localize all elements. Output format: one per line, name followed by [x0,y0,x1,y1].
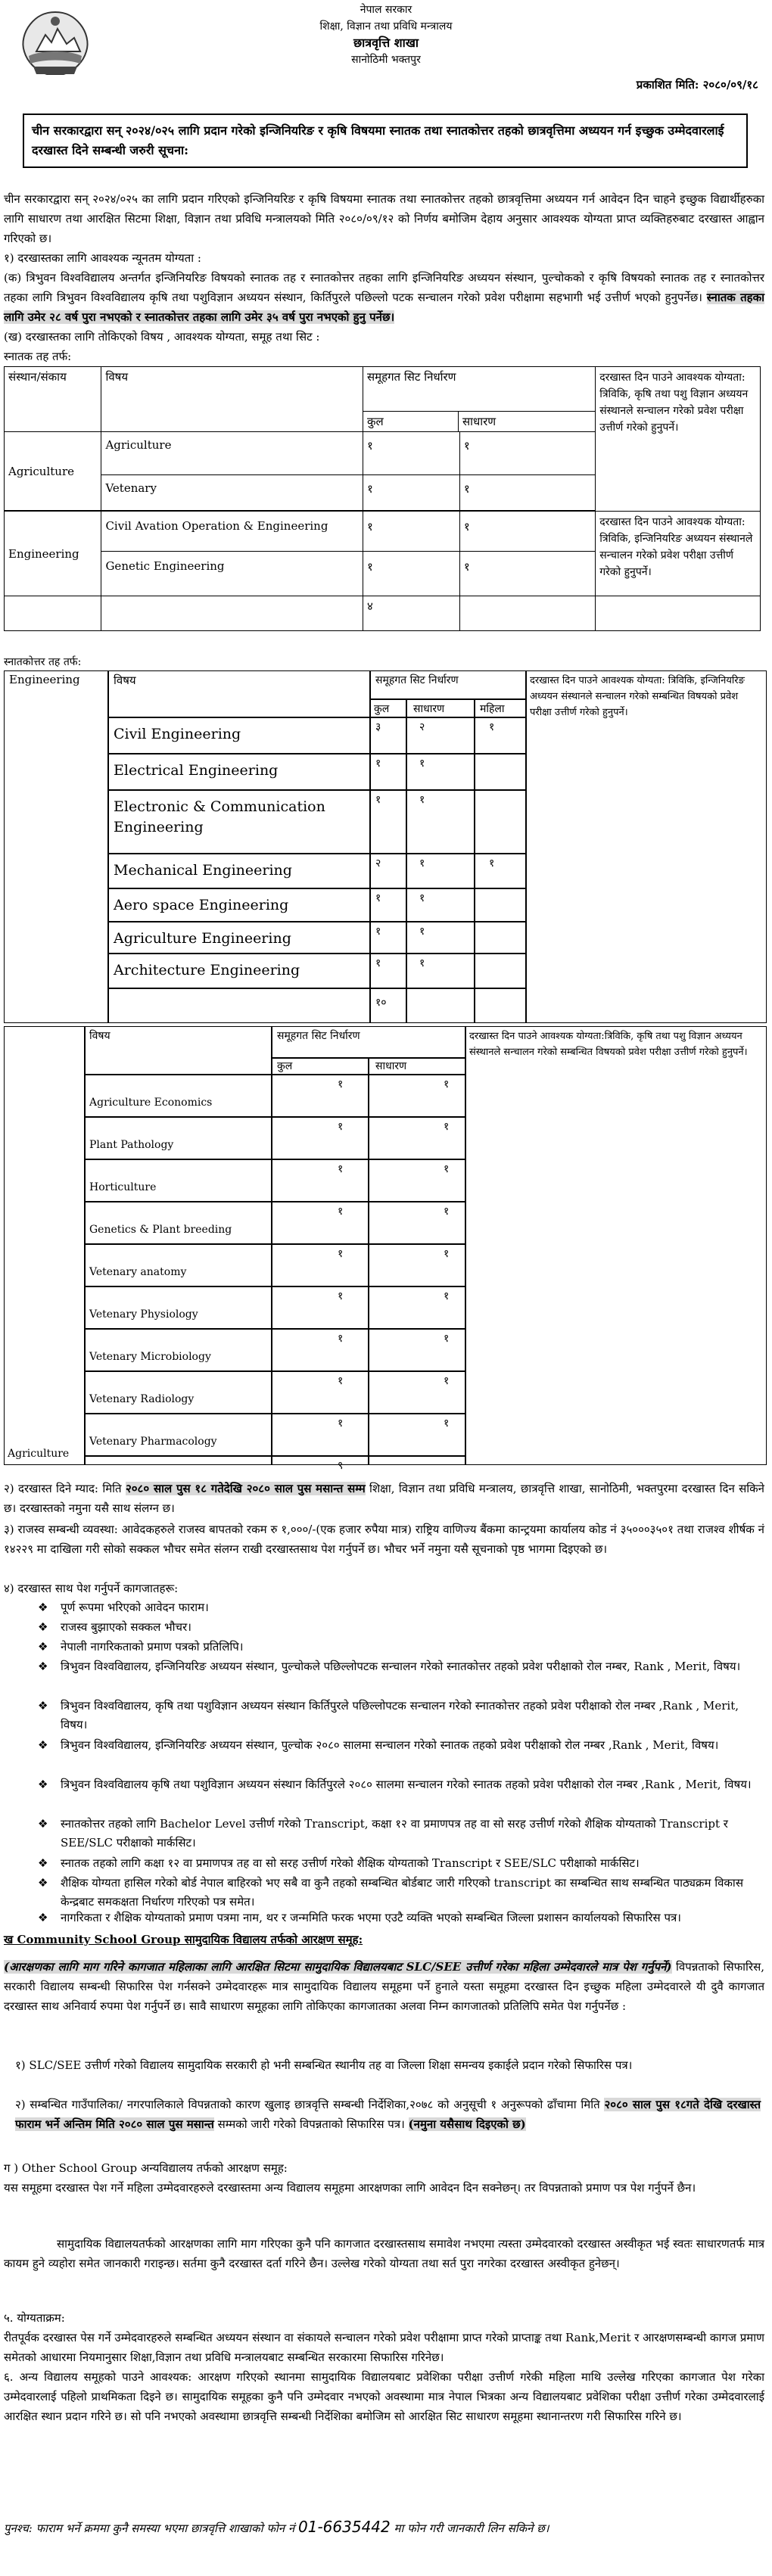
community-item-2: २) सम्बन्धित गाउँपालिका/ नगरपालिकाले विपन्नताको कारण खुलाइ छात्रवृत्ति सम्बन्धी निर्देशिका,२०७८ को अनुसूची १ अनुरूपको ढाँचामा मिति २०८० साल पुस १८गते देखि दरखास्त फाराम भर्ने अन्तिम मिति २०८० साल पुस मसान्त सम्मको जारी गरेको विपन्नताको सिफारिस पत्र। (नमुना यसैसाथ दिइएको छ) [15,2098,761,2131]
row-general: १ [460,512,595,552]
row-general: १ [444,1163,450,1175]
header-gov: नेपाल सरकार [360,4,412,16]
section-2: २) दरखास्त दिने म्याद: मिति २०८० साल पुस १८ गतेदेखि २०८० साल पुस मसान्त सम्म शिक्षा, विज्ञान तथा प्रविधि मन्त्रालय, छात्रवृत्ति शाखा, सानोठिमी, भक्तपुरमा दरखास्त दिन सकिने छ। दरखास्तको नमुना यसै साथ संलग्न छ। [4,1482,764,1515]
row-total: २ [375,857,381,870]
th-seat: समूहगत सिट निर्धारण [363,367,595,412]
document-item: ❖ नेपाली नागरिकताको प्रमाण पत्रको प्रतिलिपि। [61,1638,757,1657]
row-general: १ [444,1375,450,1387]
row-subject: Vetenary Microbiology [89,1351,211,1363]
recommendation-date-highlight: २०८० साल पुस १८गते देखि दरखास्त फाराम भर्ने अन्तिम मिति २०८० साल पुस मसान्त [15,2098,761,2131]
th-general: साधारण [375,1060,407,1072]
table-org: Engineering [9,673,80,686]
phone-number: 01-6635442 [298,2518,391,2536]
row-org: Engineering [5,512,101,596]
section-3: ३) राजस्व सम्बन्धी व्यवस्था: आवेदकहरुले राजस्व बापतको रकम रु १,०००/-(एक हजार रुपैया मात्र) राष्ट्रिय वाणिज्य बैंकमा कान्ट्रयमा कार्यालय कोड नं ३५०००३५०१ तथा राजश्व शीर्षक नं १४२२९ मा दाखिला गरी सोको सक्कल भौचर समेत संलग्न राखी दरखास्तसाथ पेश गर्नुपर्ने छ। भौचर भर्ने नमुना यसै सूचनाको पृष्ठ भागमा दिइएको छ। [4,1523,764,1556]
th-subject: विषय [101,367,363,432]
row-subject: Vetenary [105,481,157,495]
row-general: १ [419,926,425,938]
row-general-cell [459,432,595,511]
row-general: १ [463,482,470,496]
row-subject-cell [101,432,363,511]
row-total-cell [363,432,460,511]
header-section: छात्रवृत्ति शाखा [353,36,419,50]
community-school-heading: ख Community School Group सामुदायिक विद्यालय तर्फको आरक्षण समूह: [4,1933,363,1946]
th-subject: विषय [114,674,136,687]
row-general: १ [444,1417,450,1430]
th-seat: समूहगत सिट निर्धारण [375,674,459,686]
row-total: १ [338,1375,344,1387]
table-org: Agriculture [8,1448,70,1460]
document-item: ❖ स्नातक तहको लागि कक्षा १२ वा प्रमाणपत्र तह वा सो सरह उत्तीर्ण गरेको शैक्षिक योग्यताको Transcript र SEE/SLC परीक्षाको मार्कसिट। [61,1854,757,1873]
row-total: १ [338,1333,344,1345]
masters-engineering-table [4,670,767,1023]
row-general: १ [444,1078,450,1090]
section-6-body: ६. अन्य विद्यालय समूहको पाउने आवश्यक: आरक्षण गरिएको स्थानमा सामुदायिक विद्यालयबाट प्रवेशिका परीक्षा उत्तीर्ण गरेकी महिला माथि उल्लेख गरिएका कागजात पेश गरेका उम्मेदवारलाई पहिलो प्राथमिकता दिइने छ। सामुदायिक समूहका कुनै पनि उम्मेदवार नभएको अवस्थामा मात्र नेपाल भित्रका अन्य विद्यालयबाट प्रवेशिका परीक्षा उत्तीर्ण गरेका उम्मेदवारलाई आरक्षित स्थान प्रदान गरिने छ। सो पनि नभएको अवस्थामा छात्रवृत्ति सम्बन्धी निर्देशिका बमोजिम सो आरक्षित सिट साधारण समूहमा स्थानान्तरण गरी सिफारिस गरिने छ। [4,2370,764,2423]
masters-agriculture-table [4,1026,767,1472]
row-general: १ [419,758,425,770]
document-item: ❖ राजस्व बुझाएको सक्कल भौचर। [61,1618,757,1637]
deadline-highlight: २०८० साल पुस १८ गतेदेखि २०८० साल पुस मसान्त सम्म [125,1482,366,1495]
sum-total: १० [375,997,387,1009]
th-seat-group [363,367,596,432]
row-total: १ [375,926,381,938]
row-subject: Civil Engineering [114,726,241,742]
th-general: साधारण [413,703,445,715]
age-limit-highlight: स्नातक तहका लागि उमेर २८ वर्ष पुरा नभएको र स्नातकोत्तर तहका लागि उमेर ३५ वर्ष पुरा नभएको हुनु पर्नेछ। [4,291,764,324]
row-subject: Electronic & Communication Engineering [114,798,325,835]
document-item: ❖ पूर्ण रूपमा भरिएको आवेदन फाराम। [61,1598,757,1617]
row-total: १ [363,512,459,552]
row-total: १ [338,1417,344,1430]
row-subject: Agriculture Engineering [114,930,291,947]
sum-total: ४ [363,596,460,631]
row-subject: Horticulture [89,1181,157,1193]
bachelor-seat-table [4,366,761,631]
table1-caption: स्नातक तह तर्फ: [4,350,72,363]
row-total: १ [375,758,381,770]
row-general: १ [419,794,425,806]
row-total-cell [363,512,460,596]
row-total: १ [363,432,459,475]
row-subject: Electrical Engineering [114,762,279,779]
note-eng: दरखास्त दिन पाउने आवश्यक योग्यता: त्रिविकि, इन्जिनियरिङ अध्ययन संस्थानले सन्चालन गरेको प्रवेश परीक्षा उत्तीर्ण गरेको हुनुपर्ने। [596,512,761,596]
row-total: १ [375,794,381,806]
row-subject: Genetic Engineering [105,559,225,573]
sum-total: ९ [338,1460,344,1472]
paragraph-5: सामुदायिक विद्यालयतर्फको आरक्षणका लागि माग गरिएका कुनै पनि कागजात दरखास्तसाथ समावेश नभएमा त्यस्ता उम्मेदवारको दरखास्त अस्वीकृत भई स्वतः साधारणतर्फ मात्र कायम हुने व्यहोरा समेत जानकारी गराइन्छ। सर्तमा कुनै दरखास्त दर्ता गरिने छैन। उल्लेख गरेको योग्यता तथा सर्त पुरा नगरेका दरखास्त अस्वीकृत हुनेछन्। [4,2237,764,2270]
document-item: ❖ त्रिभुवन विश्वविद्यालय कृषि तथा पशुविज्ञान अध्ययन संस्थान किर्तिपुरले २०८० सालमा सन्चालन गरेको स्नातक तहको प्रवेश परीक्षाको रोल नम्बर ,Rank , Merit, विषय। [61,1775,757,1794]
th-total: कुल [363,412,459,431]
table-note: दरखास्त दिन पाउने आवश्यक योग्यता:त्रिविकि, कृषि तथा पशु विज्ञान अध्ययन संस्थानले सन्चालन गरेको सम्बन्धित विषयको प्रवेश परीक्षा उत्तीर्ण गरेको हुनुपर्ने। [469,1031,748,1058]
notice-title: चीन सरकारद्वारा सन् २०२४/०२५ लागि प्रदान गरेको इन्जिनियरिङ र कृषि विषयमा स्नातक तथा स्नातकोत्तर तहको छात्रवृत्तिमा अध्ययन गर्न इच्छुक उम्मेदवारलाई दरखास्त दिने सम्बन्धी जरुरी सूचना: [23,114,748,168]
th-subject: विषय [89,1030,111,1042]
row-general: २ [419,721,425,733]
footer-note: पुनश्च: फाराम भर्ने क्रममा कुनै समस्या भएमा छात्रवृत्ति शाखाको फोन नं 01-6635442 मा फोन गरी जानकारी लिन सकिने छ। [4,2518,549,2536]
row-general: १ [463,560,470,574]
section-5-heading: ५. योग्यताक्रम: [4,2311,65,2325]
row-total: १ [367,560,373,574]
section-5-body: रीतपूर्वक दरखास्त पेस गर्ने उम्मेदवारहरुले सम्बन्धित अध्ययन संस्थान वा संकायले सन्चालन गरेको प्रवेश परीक्षामा प्राप्त गरेको प्राप्ताङ्क तथा Rank,Merit र आरक्षणसम्बन्धी कागज प्रमाण समेतको आधारमा नियमानुसार शिक्षा,विज्ञान तथा प्रविधि मन्त्रालयबाट सम्बन्धित सरकारमा सिफारिस गरिनेछ। [4,2331,764,2364]
row-subject-cell [101,512,363,596]
row-subject: Agriculture [101,432,363,475]
row-general: १ [444,1290,450,1302]
row-total: १ [338,1248,344,1260]
published-date: प्रकाशित मिति: २०८०/०९/१८ [636,78,758,92]
row-general: १ [444,1248,450,1260]
section-1a: (क) त्रिभुवन विश्वविद्यालय अन्तर्गत इन्जिनियरिङ विषयको स्नातक तह र स्नातकोत्तर तहका लागि इन्जिनियरिङ अध्ययन संस्थान, पुल्चोकको र कृषि विषयको स्नातक तह र स्नातकोत्तर तहका लागि त्रिभुवन विश्वविद्यालय कृषि तथा पशुविज्ञान अध्ययन संस्थान, किर्तिपुरले पछिल्लो पटक सन्चालन गरेको प्रवेश परीक्षामा सहभागी भई उत्तीर्ण भएको हुनुपर्नेछ। स्नातक तहका लागि उमेर २८ वर्ष पुरा नभएको र स्नातकोत्तर तहका लागि उमेर ३५ वर्ष पुरा नभएको हुनु पर्नेछ। [4,271,764,324]
document-item: ❖ त्रिभुवन विश्वविद्यालय, इन्जिनियरिङ अध्ययन संस्थान, पुल्चोकले पछिल्लोपटक सन्चालन गरेको स्नातकोत्तर तहको प्रवेश परीक्षाको रोल नम्बर, Rank , Merit, विषय। [61,1657,757,1676]
row-general: १ [444,1121,450,1133]
row-general-cell [459,512,595,596]
row-subject: Vetenary anatomy [89,1266,187,1278]
row-general: १ [460,432,595,475]
row-total: १ [338,1163,344,1175]
row-subject: Vetenary Physiology [89,1308,198,1321]
community-school-body: (आरक्षणका लागि माग गरिने कागजात महिलाका लागि आरक्षित सिटमा सामुदायिक विद्यालयबाट SLC/SEE उत्तीर्ण गरेका महिला उम्मेदवारले मात्र पेश गर्नुपर्ने) विपन्नताको सिफारिस, सरकारी विद्यालय सम्बन्धी सिफारिस पेश गर्नसक्ने उम्मेदवारहरू मात्र सामुदायिक विद्यालय समूहमा पर्ने हुनाले यस्ता समूहमा दरखास्त दिन इच्छुक महिला उम्मेदवारले यी दुवै कागजात दरखास्त साथ अनिवार्य रुपमा पेश गर्नुपर्ने छ। सावै साधारण समूहका लागि तोकिएका कागजातका अलवा निम्न कागजातको प्रतिलिपि समेत पेश गर्नुपर्नेछ : [4,1960,764,2013]
th-seat: समूहगत सिट निर्धारण [277,1030,360,1042]
row-subject: Mechanical Engineering [114,862,292,879]
note-agri: दरखास्त दिन पाउने आवश्यक योग्यता: त्रिविकि, कृषि तथा पशु विज्ञान अध्ययन संस्थानले सन्चालन गरेको प्रवेश परीक्षा उत्तीर्ण गरेको हुनुपर्ने। [596,367,761,512]
document-item: ❖ नागरिकता र शैक्षिक योग्यताको प्रमाण पत्रमा नाम, थर र जन्ममिति फरक भएमा एउटै व्यक्ति भएको सम्बन्धित जिल्ला प्रशासन कार्यालयको सिफारिस पत्र। [61,1909,757,1927]
row-general: १ [419,957,425,969]
th-total: कुल [374,703,390,715]
community-item-1: १) SLC/SEE उत्तीर्ण गरेको विद्यालय सामुदायिक सरकारी हो भनी सम्बन्धित स्थानीय तह वा जिल्ला शिक्षा समन्वय इकाईले प्रदान गरेको सिफारिस पत्र। [15,2058,633,2072]
row-total: १ [338,1121,344,1133]
header-ministry: शिक्षा, विज्ञान तथा प्रविधि मन्त्रालय [319,20,453,33]
row-subject: Vetenary Pharmacology [89,1436,217,1448]
row-total: १ [338,1206,344,1218]
sample-highlight: (नमुना यसैसाथ दिइएको छ) [408,2117,526,2131]
document-item: ❖ स्नातकोत्तर तहको लागि Bachelor Level उत्तीर्ण गरेको Transcript, कक्षा १२ वा प्रमाणपत्र तह वा सो सरह उत्तीर्ण गरेको शैक्षिक योग्यताको Transcript र SEE/SLC परीक्षाको मार्कसिट। [61,1815,757,1853]
row-subject: Civil Avation Operation & Engineering [101,512,363,552]
other-school-heading: ग ) Other School Group अन्यविद्यालय तर्फको आरक्षण समूह: [4,2161,288,2175]
section-1b: (ख) दरखास्तका लागि तोकिएको विषय , आवश्यक योग्यता, समूह तथा सिट : [4,330,320,344]
row-subject: Vetenary Radiology [89,1393,195,1405]
header-address: सानोठिमी भक्तपुर [351,54,421,66]
row-total: ३ [375,721,381,733]
row-total: १ [367,482,373,496]
row-subject: Agriculture Economics [89,1097,213,1109]
row-total: १ [338,1078,344,1090]
document-item: ❖ त्रिभुवन विश्वविद्यालय, इन्जिनियरिङ अध्ययन संस्थान, पुल्चोक २०८० सालमा सन्चालन गरेको स्नातक तहको प्रवेश परीक्षाको रोल नम्बर ,Rank , Merit, विषय। [61,1736,757,1755]
community-school-highlight: (आरक्षणका लागि माग गरिने कागजात महिलाका लागि आरक्षित सिटमा सामुदायिक विद्यालयबाट SLC/SEE उत्तीर्ण गरेका महिला उम्मेदवारले मात्र पेश गर्नुपर्ने) [4,1960,672,1974]
row-general: १ [444,1333,450,1345]
th-total: कुल [277,1060,293,1072]
other-school-body: यस समूहमा दरखास्त पेश गर्ने महिला उम्मेदवारहरुले दरखास्तमा अन्य विद्यालय समूहमा आरक्षणका लागि आवेदन दिन सक्नेछन्। तर विपन्नताको प्रमाण पत्र पेश गर्नुपर्ने छैन। [4,2181,696,2195]
th-org: संस्थान/संकाय [5,367,101,432]
table-note: दरखास्त दिन पाउने आवश्यक योग्यता: त्रिविकि, इन्जिनियरिङ अध्ययन संस्थानले सन्चालन गरेको सम्बन्धित विषयको प्रवेश परीक्षा उत्तीर्ण गरेको हुनुपर्ने। [530,675,745,718]
document-item: ❖ त्रिभुवन विश्वविद्यालय, कृषि तथा पशुविज्ञान अध्ययन संस्थान किर्तिपुरले पछिल्लोपटक सन्चालन गरेको स्नातकोत्तर तहको प्रवेश परीक्षाको रोल नम्बर ,Rank , Merit, विषय। [61,1697,757,1734]
row-subject: Plant Pathology [89,1139,174,1151]
row-org: Agriculture [5,432,101,511]
th-women: महिला [480,703,505,715]
table2-caption: स्नातकोत्तर तह तर्फ: [4,656,82,668]
row-total: १ [375,957,381,969]
section-4-heading: ४) दरखास्त साथ पेश गर्नुपर्ने कागजातहरू: [4,1582,179,1595]
row-total: १ [338,1290,344,1302]
row-subject: Genetics & Plant breeding [89,1224,232,1236]
row-general: १ [419,892,425,904]
th-general: साधारण [462,415,497,428]
document-item: ❖ शैक्षिक योग्यता हासिल गरेको बोर्ड नेपाल बाहिरको भए सबै वा कुनै तहको सम्बन्धित बोर्डबाट जारी गरिएको transcript का सम्बन्धित साथ सम्बन्धित पाठ्यक्रम विकास केन्द्रबाट समकक्षता निर्धारण गरिएको पत्र समेत। [61,1874,757,1912]
row-general: १ [419,857,425,870]
row-women: १ [489,721,495,733]
row-subject: Architecture Engineering [114,962,300,978]
intro-paragraph: चीन सरकारद्वारा सन् २०२४/०२५ का लागि प्रदान गरिएको इन्जिनियरिङ र कृषि विषयमा स्नातक तथा स्नातकोत्तर तहको छात्रवृत्तिमा अध्ययन गर्न आवेदन दिन चाहने इच्छुक विद्यार्थीहरुका लागि साधारण तथा आरक्षित सिटमा शिक्षा, विज्ञान तथा प्रविधि मन्त्रालयको मिति २०८०/०९/१२ को निर्णय बमोजिम देहाय अनुसार आवश्यक योग्यता प्राप्त व्यक्तिहरुबाट दरखास्त आह्वान गरिएको छ। [4,192,764,245]
row-subject: Aero space Engineering [114,897,289,913]
row-women: १ [489,857,495,870]
row-total: १ [375,892,381,904]
section-1-heading: १) दरखास्तका लागि आवश्यक न्यूनतम योग्यता : [4,251,201,265]
row-general: १ [444,1206,450,1218]
